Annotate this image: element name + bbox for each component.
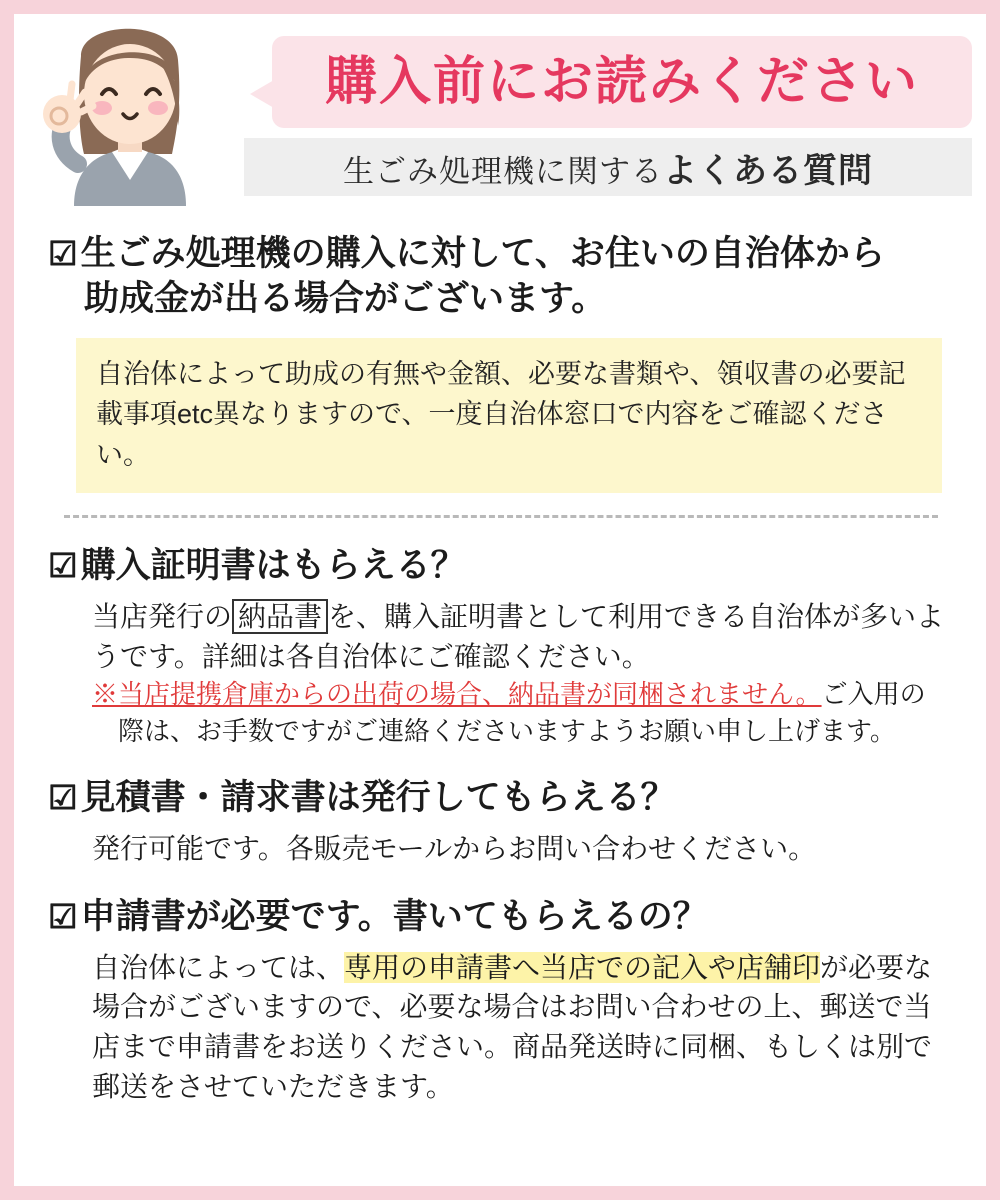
- faq-answer: [92, 948, 952, 1107]
- faq-section-application-form: [48, 895, 952, 1107]
- faq-section-proof-of-purchase: [48, 544, 952, 750]
- faq-heading-text: 見積書・請求書は発行してもらえる？: [80, 778, 676, 818]
- faq-heading: [48, 232, 952, 322]
- faq-heading-text: 申請書が必要です。書いてもらえるの？: [80, 896, 708, 936]
- checkbox-icon: ☑: [48, 779, 78, 817]
- faq-answer: [92, 829, 952, 869]
- checkbox-icon: ☑: [48, 547, 78, 585]
- answer-post-text: が必要な場合がございますので、必要な場合はお問い合わせの上、郵送で当店まで申請書をお送りください。商品発送時に同梱、もしくは別で郵送をさせていただきます。: [92, 951, 933, 1102]
- faq-section-subsidy: [48, 232, 952, 493]
- faq-heading-line2: 助成金が出る場合がございます。: [84, 278, 607, 318]
- subtitle-normal: 生ごみ処理機に関する: [343, 153, 663, 189]
- faq-note-box: [76, 338, 942, 494]
- subtitle-strong: よくある質問: [663, 151, 873, 190]
- page-subtitle: [343, 143, 873, 192]
- faq-heading-text: 購入証明書はもらえる？: [80, 546, 466, 586]
- faq-warning-paragraph: [92, 676, 952, 750]
- faq-answer-paragraph: [92, 597, 952, 677]
- faq-answer: [92, 597, 952, 750]
- spacer: [48, 869, 952, 895]
- checkbox-icon: ☑: [48, 897, 78, 935]
- smiling-woman-ok-sign-illustration: [26, 14, 262, 206]
- warning-text: ※当店提携倉庫からの出荷の場合、納品書が同梱されません。: [92, 679, 822, 710]
- answer-boxed-term: 納品書: [232, 599, 328, 634]
- warning-continuation: 際は、お手数ですがご連絡くださいますようお願い申し上げます。: [118, 716, 896, 747]
- spacer: [48, 518, 952, 544]
- faq-content: [14, 206, 986, 1107]
- faq-answer-paragraph: 発行可能です。各販売モールからお問い合わせください。: [92, 833, 817, 864]
- page-title: 購入前にお読みください: [324, 53, 919, 111]
- answer-highlight-1: 専用の申請書へ: [344, 951, 541, 983]
- faq-section-quote-invoice: [48, 776, 952, 869]
- answer-pre-text: 自治体によっては、: [92, 951, 345, 983]
- faq-answer-paragraph: [92, 948, 952, 1107]
- page-header: [14, 14, 986, 206]
- header-title-bubble: [272, 36, 972, 128]
- answer-highlight-2: 当店での記入や店舗印: [540, 951, 821, 983]
- faq-note-text: 自治体によって助成の有無や金額、必要な書類や、領収書の必要記載事項etc異なりますので、一度自治体窓口で内容をご確認ください。: [96, 358, 906, 470]
- answer-pre-text: 当店発行の: [92, 600, 233, 632]
- faq-heading: [48, 544, 952, 589]
- faq-heading-line1: 生ごみ処理機の購入に対して、お住いの自治体から: [80, 234, 885, 273]
- spacer: [48, 750, 952, 776]
- faq-heading: [48, 895, 952, 940]
- checkbox-icon: ☑: [48, 235, 78, 272]
- header-subtitle-bar: [244, 138, 972, 196]
- warning-tail-text: ご入用の: [821, 679, 926, 710]
- answer-post-text: を、購入証明書として利用できる自治体が多いようです。詳細は各自治体にご確認ください。: [92, 600, 945, 672]
- faq-heading: [48, 776, 952, 821]
